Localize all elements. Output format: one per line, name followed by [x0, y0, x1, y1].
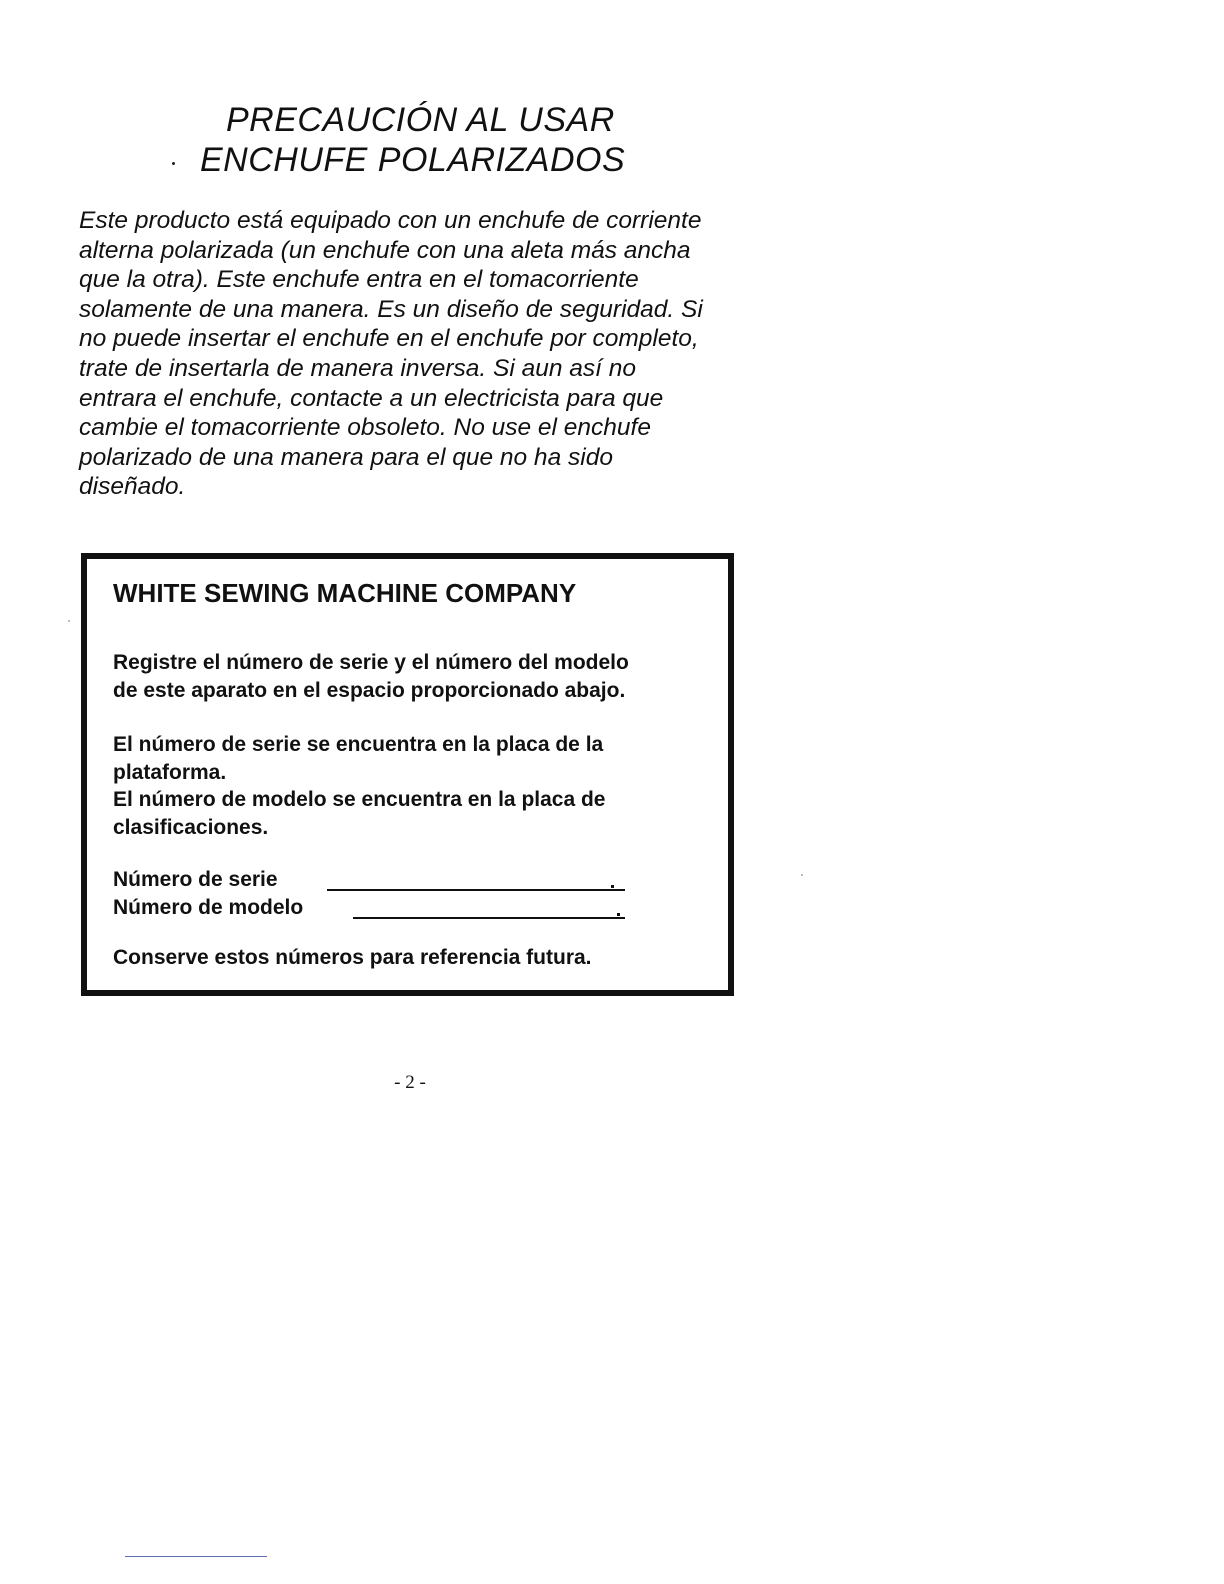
bottom-rule — [125, 1556, 267, 1557]
registration-box — [81, 553, 734, 996]
polarized-plug-warning-text: Este producto está equipado con un enchufe de corriente alterna polarizada (un enchufe con una aleta más ancha que la otra). Este enchufe entra en el tomacorriente solamente de una manera. Es un diseño de seguridad. Si no puede insertar el enchufe en el enchufe por completo, trate de insertarla de manera inversa. Si aun así no entrara el enchufe, contacte a un electricista para que cambie el tomacorriente obsoleto. No use el enchufe polarizado de una manera para el que no ha sido diseñado. — [79, 207, 703, 501]
stray-mark — [172, 162, 175, 165]
serial-number-label: Número de serie — [113, 868, 278, 891]
page-title — [150, 100, 710, 180]
title-line-1: PRECAUCIÓN AL USAR — [226, 101, 615, 139]
keep-numbers-note: Conserve estos números para referencia futura. — [113, 946, 592, 969]
serial-number-blank — [327, 889, 625, 891]
title-line-2-text: ENCHUFE POLARIZADOS — [200, 141, 626, 179]
scan-speck — [68, 620, 70, 622]
scan-speck — [801, 874, 803, 876]
register-instructions: Registre el número de serie y el número del modelo de este aparato en el espacio proporcionado abajo. — [113, 651, 629, 702]
model-number-dot — [617, 913, 620, 916]
page-number: - 2 - — [394, 1072, 426, 1093]
title-line-2 — [150, 140, 710, 180]
number-location-info: El número de serie se encuentra en la placa de la plataforma. El número de modelo se encuentra en la placa de clasificaciones. — [113, 733, 606, 839]
model-number-label: Número de modelo — [113, 896, 304, 919]
company-name: WHITE SEWING MACHINE COMPANY — [113, 578, 577, 608]
serial-number-dot — [611, 885, 614, 888]
model-number-blank — [353, 917, 625, 919]
